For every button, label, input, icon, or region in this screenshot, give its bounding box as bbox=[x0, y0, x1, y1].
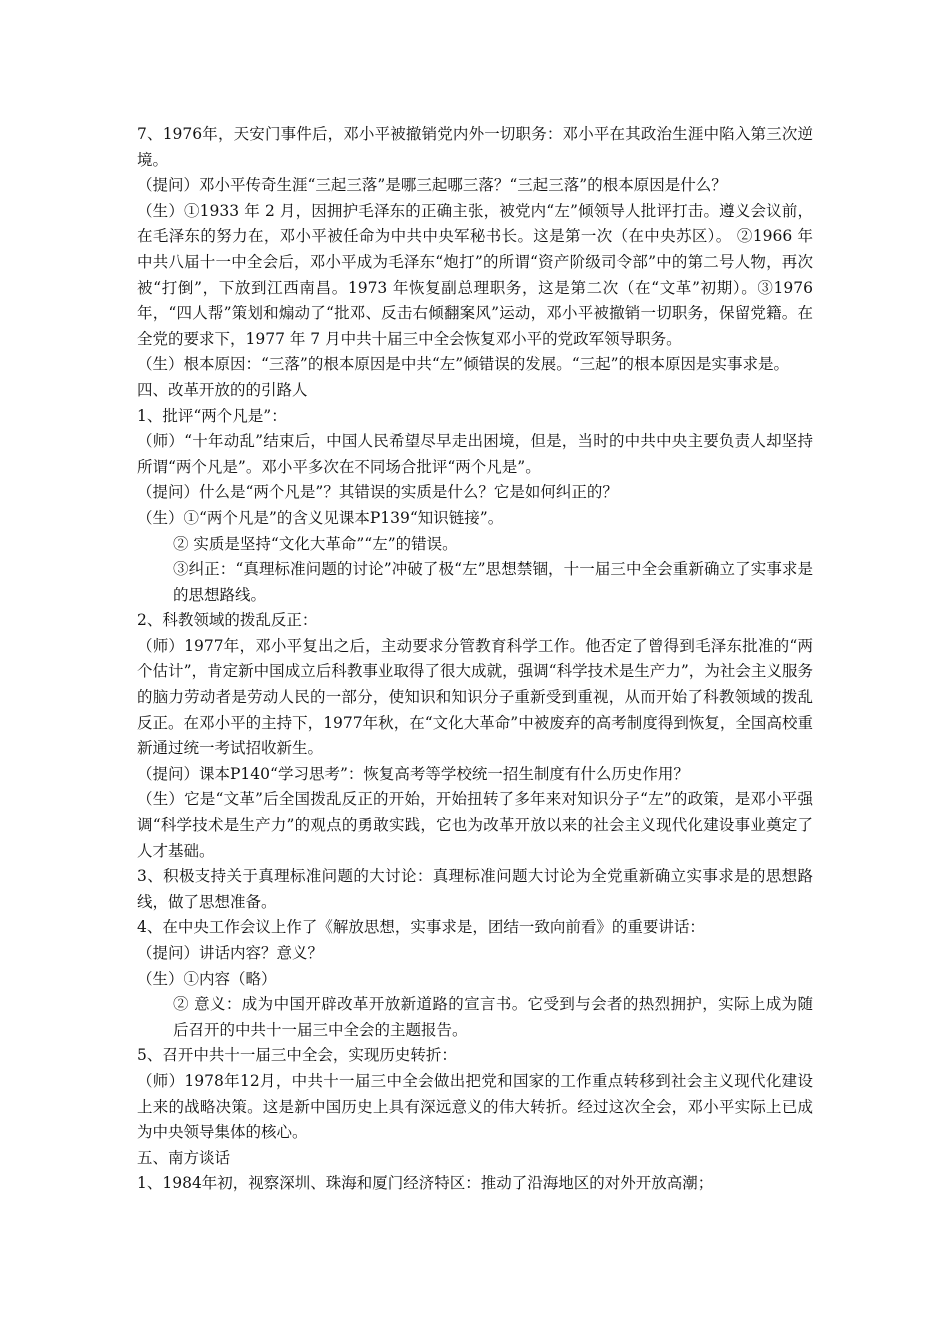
document-body bbox=[137, 122, 813, 1197]
answer-gaokao: （生）它是“文革”后全国拨乱反正的开始，开始扭转了多年来对知识分子“左”的政策，是邓小平强调“科学技术是生产力”的观点的勇敢实践，它也为改革开放以来的社会主义现代化建设事业奠定了人才基础。 bbox=[137, 790, 813, 860]
teacher-third-plenum: （师）1978年12月，中共十一届三中全会做出把党和国家的工作重点转移到社会主义现代化建设上来的战略决策。这是新中国历史上具有深远意义的伟大转折。经过这次全会，邓小平实际上已成为中央领导集体的核心。 bbox=[137, 1071, 813, 1142]
section-5-heading: 五、南方谈话 bbox=[137, 1148, 231, 1167]
answer-speech-significance: ② 意义：成为中国开辟改革开放新道路的宣言书。它受到与会者的热烈拥护，实际上成为随后召开的中共十一届三中全会的主题报告。 bbox=[173, 995, 813, 1039]
answer-three-rises-three-falls: （生）①1933 年 2 月，因拥护毛泽东的正确主张，被党内“左”倾领导人批评打击。遵义会议前，在毛泽东的努力在，邓小平被任命为中共中央军秘书长。这是第一次（在中央苏区）。 ②1966 年中共八届十一中全会后，邓小平成为毛泽东“炮打”的所谓“资产阶级司令部”中的第二号人物，再次被“打倒”，下放到江西南昌。1973 年恢复副总理职务，这是第二次（在“文革”初期）。③1976 年，“四人帮”策划和煽动了“批邓、反击右倾翻案风”运动，邓小平被撤销一切职务，保留党籍。在全党的要求下，1977 年 7 月中共十届三中全会恢复邓小平的党政军领导职务。 bbox=[137, 201, 813, 348]
item-4-speech: 4、在中央工作会议上作了《解放思想，实事求是，团结一致向前看》的重要讲话： bbox=[137, 918, 705, 937]
item-3-truth-criterion: 3、积极支持关于真理标准问题的大讨论：真理标准问题大讨论为全党重新确立实事求是的思想路线，做了思想准备。 bbox=[137, 867, 813, 911]
question-speech: （提问）讲话内容？意义？ bbox=[137, 944, 324, 962]
answer-two-whatevers-correction: ③纠正：“真理标准问题的讨论”冲破了极“左”思想禁锢，十一届三中全会重新确立了实事求是的思想路线。 bbox=[173, 560, 813, 604]
question-two-whatevers: （提问）什么是“两个凡是”？其错误的实质是什么？它是如何纠正的？ bbox=[137, 483, 618, 502]
question-three-rises-three-falls: （提问）邓小平传奇生涯“三起三落”是哪三起哪三落？“三起三落”的根本原因是什么？ bbox=[137, 176, 727, 195]
answer-speech-content: （生）①内容（略） bbox=[137, 969, 277, 988]
question-gaokao: （提问）课本P140“学习思考”：恢复高考等学校统一招生制度有什么历史作用？ bbox=[137, 764, 689, 783]
item-7-third-setback: 7、1976年，天安门事件后，邓小平被撤销党内外一切职务：邓小平在其政治生涯中陷入第三次逆境。 bbox=[137, 125, 813, 169]
item-2-science-education: 2、科教领域的拨乱反正： bbox=[137, 611, 318, 630]
teacher-science-education: （师）1977年，邓小平复出之后，主动要求分管教育科学工作。他否定了曾得到毛泽东批准的“两个估计”，肯定新中国成立后科教事业取得了很大成就，强调“科学技术是生产力”，为社会主义服务的脑力劳动者是劳动人民的一部分，使知识和知识分子重新受到重视，从而开始了科教领域的拨乱反正。在邓小平的主持下，1977年秋，在“文化大革命”中被废弃的高考制度得到恢复，全国高校重新通过统一考试招收新生。 bbox=[137, 636, 813, 758]
answer-two-whatevers-essence: ② 实质是坚持“文化大革命”“左”的错误。 bbox=[173, 534, 458, 553]
teacher-two-whatevers: （师）“十年动乱”结束后，中国人民希望尽早走出困境，但是，当时的中共中央主要负责人却坚持所谓“两个凡是”。邓小平多次在不同场合批评“两个凡是”。 bbox=[137, 432, 813, 476]
item-5-third-plenum: 5、召开中共十一届三中全会，实现历史转折： bbox=[137, 1046, 457, 1065]
answer-two-whatevers-meaning: （生）①“两个凡是”的含义见课本P139“知识链接”。 bbox=[137, 508, 504, 527]
answer-root-cause: （生）根本原因：“三落”的根本原因是中共“左”倾错误的发展。“三起”的根本原因是实事求是。 bbox=[137, 355, 790, 374]
section-4-heading: 四、改革开放的的引路人 bbox=[137, 380, 308, 399]
item-1-two-whatevers: 1、批评“两个凡是”： bbox=[137, 406, 287, 425]
item-1-1984-inspection: 1、1984年初，视察深圳、珠海和厦门经济特区：推动了沿海地区的对外开放高潮； bbox=[137, 1174, 714, 1193]
